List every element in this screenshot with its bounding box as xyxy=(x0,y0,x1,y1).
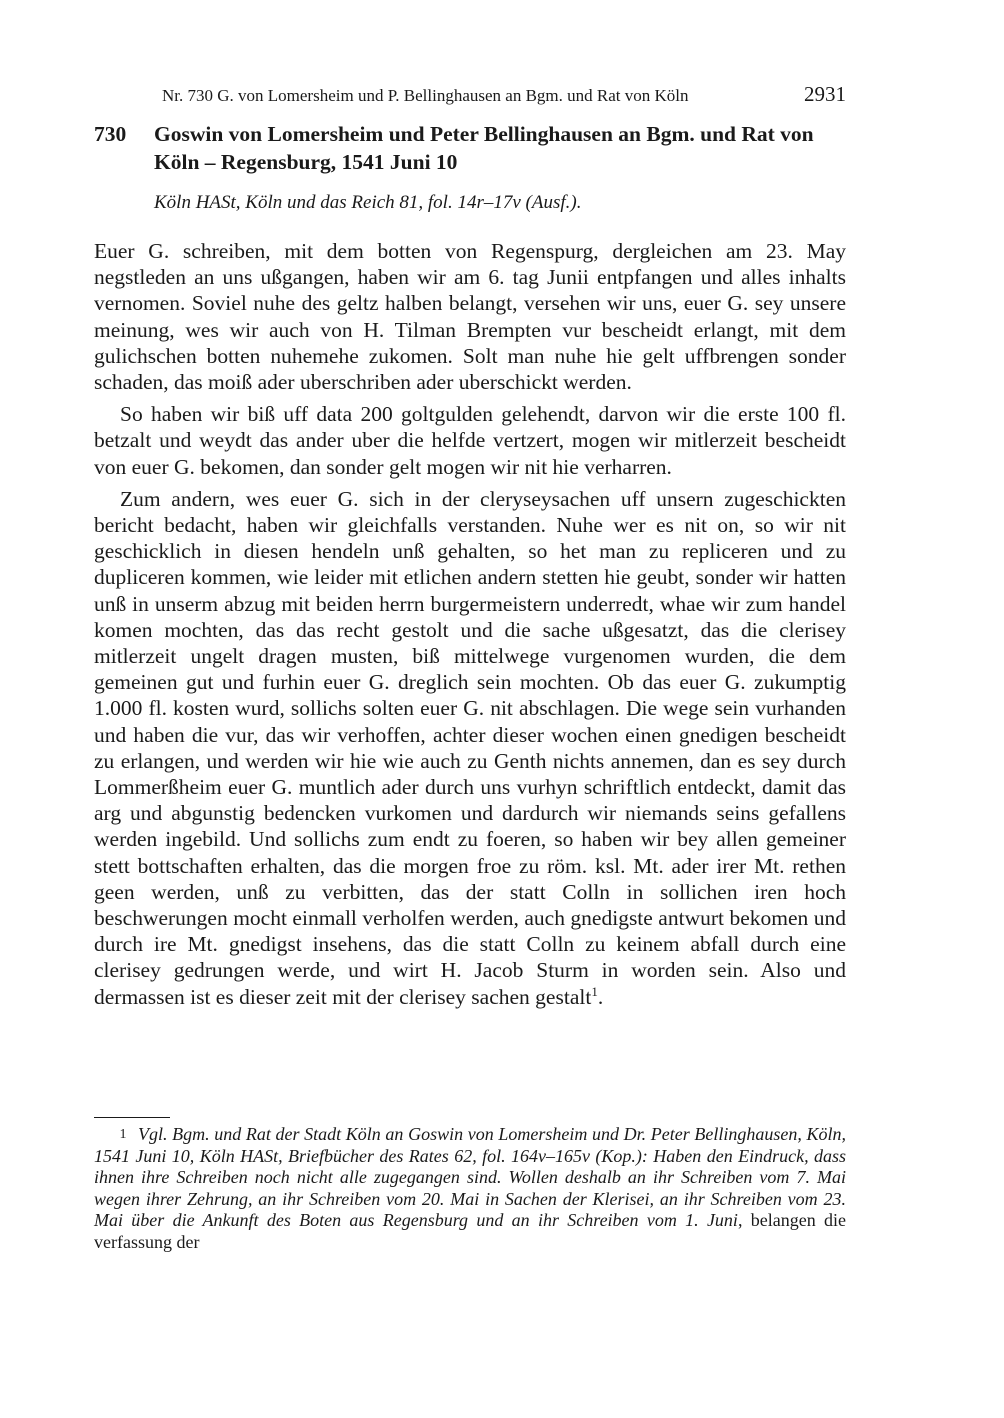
document-heading xyxy=(94,120,846,176)
paragraph-3-text: Zum andern, wes euer G. sich in der cleryseysachen uff unsern zugeschickten bericht bedacht, haben wir gleichfalls verstanden. Nuhe wer es nit on, so wir nit geschicklich in diesen hendeln unß gehalten, so het man zu repliceren und zu dupliceren kommen, wie leider mit etlichen andern stetten hie geubt, sonder wir hatten unß in unserm abzug mit beiden herrn burgermeistern underredt, whae wir zum handel komen mochten, das das recht gestolt und die sache ußgesatzt, das die clerisey mitlerzeit ungelt dragen musten, biß mittelwege vurgenomen wurden, die dem gemeinen gut und furhin euer G. dreglich sein mochten. Ob das euer G. zukumptig 1.000 fl. kosten wurd, sollichs solten euer G. nit abschlagen. Die wege sein vurhanden und haben die vur, das wir verhoffen, achter dieser wochen einen gnedigen bescheidt zu erlangen, und werden wir hie wie auch zu Genth nichts annemen, dan es sey durch Lommerßheim euer G. muntlich ader durch uns vurhyn schriftlich entdeckt, damit das arg und abgunstig bedencken vurkomen und dardurch wir niemands seins gefallens werden ingebild. Und sollichs zum endt zu foeren, so haben wir bey allen gemeiner stett bottschaften erhalten, das die morgen froe zu röm. ksl. Mt. ader irer Mt. rethen geen werden, unß zu verbitten, das der statt Colln in sollichen iren hoch beschwerungen mocht einmall verholfen werden, auch gnedigste antwurt bekomen und durch ire Mt. gnedigst insehens, das die statt Colln zu keinem abfall durch eine clerisey gedrungen werde, und wirt H. Jacob Sturm in worden sein. Also und dermassen ist es dieser zeit mit der clerisey sachen gestalt xyxy=(94,486,846,1009)
paragraph-3 xyxy=(94,486,846,1010)
footnote-divider xyxy=(94,1117,170,1118)
document-number: 730 xyxy=(94,122,127,146)
document-title: Goswin von Lomersheim und Peter Bellinghausen an Bgm. und Rat von Köln – Regensburg, 1541 Juni 10 xyxy=(154,122,814,174)
body-text xyxy=(94,238,846,1016)
footnote-italic-text: Vgl. Bgm. und Rat der Stadt Köln an Goswin von Lomersheim und Dr. Peter Bellinghausen, Köln, 1541 Juni 10, Köln HASt, Briefbücher des Rates 62, fol. 164v–165v (Kop.): Haben den Eindruck, dass ihnen ihre Schreiben noch nicht alle zugegangen sind. Wollen deshalb an ihr Schreiben vom 7. Mai wegen ihrer Zehrung, an ihr Schreiben vom 20. Mai in Sachen der Klerisei, an ihr Schreiben vom 23. Mai über die Ankunft des Boten aus Regensburg und an ihr Schreiben vom 1. Juni xyxy=(94,1124,846,1230)
running-head xyxy=(162,82,846,107)
paragraph-1: Euer G. schreiben, mit dem botten von Regenspurg, dergleichen am 23. May negstleden an uns ußgangen, haben wir am 6. tag Junii entpfangen und alles inhalts vernomen. Soviel nuhe des geltz halben belangt, versehen wir uns, euer G. sey unsere meinung, wes wir auch von H. Tilman Brempten vur bescheidt erlangt, mit dem gulichschen botten nuhemehe zukomen. Solt man nuhe hie gelt uffbrengen sonder schaden, das moiß ader uberschriben ader uberschickt werden. xyxy=(94,239,846,395)
footnote xyxy=(94,1124,846,1253)
page-number: 2931 xyxy=(804,82,846,106)
footnote-marker: 1 xyxy=(119,1127,127,1142)
source-citation: Köln HASt, Köln und das Reich 81, fol. 14r–17v (Ausf.). xyxy=(154,192,582,213)
footnote-plain-text: , belangen die verfassung der xyxy=(94,1210,846,1252)
paragraph-3-end: . xyxy=(597,984,604,1009)
running-head-text: Nr. 730 G. von Lomersheim und P. Bellinghausen an Bgm. und Rat von Köln xyxy=(162,86,689,105)
paragraph-2: So haben wir biß uff data 200 goltgulden gelehendt, darvon wir die erste 100 fl. betzalt und weydt das ander uber die helfde vertzert, mogen wir mitlerzeit bescheidt von euer G. bekomen, dan sonder gelt mogen wir nit hie verharren. xyxy=(94,402,846,479)
footnote-reference[interactable]: 1 xyxy=(591,983,598,999)
